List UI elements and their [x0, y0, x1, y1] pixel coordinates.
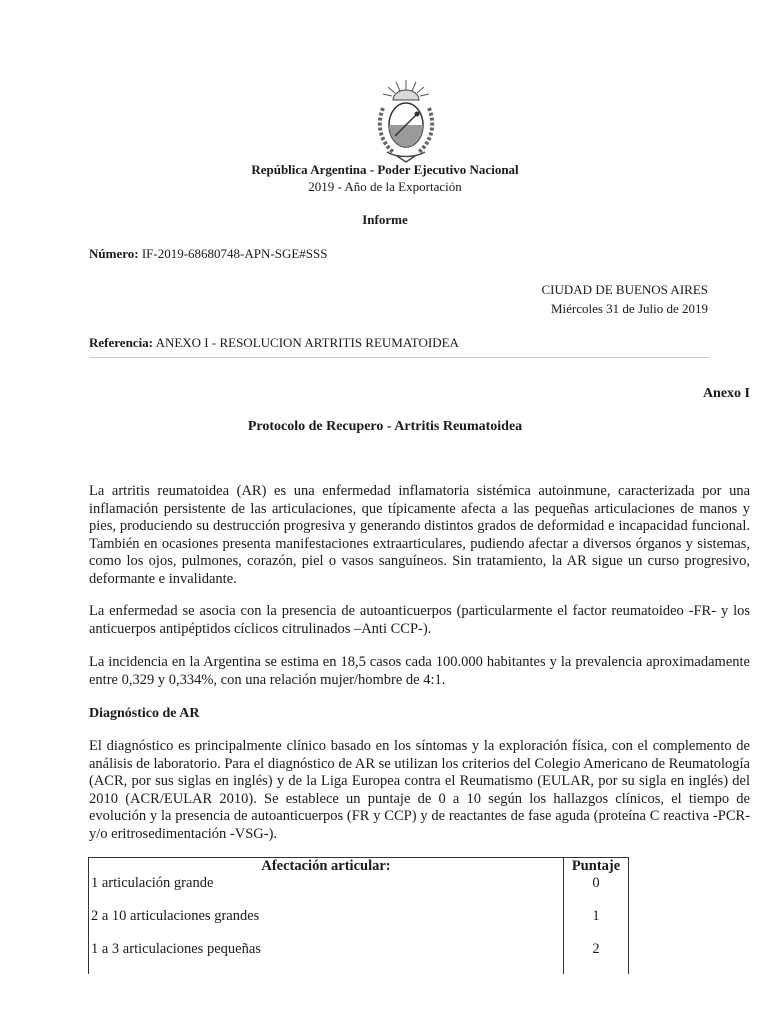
table-header-score: Puntaje — [564, 858, 629, 876]
table-header-row — [89, 858, 629, 876]
paragraph-incidence: La incidencia en la Argentina se estima en 18,5 casos cada 100.000 habitantes y la prevalencia aproximadamente entre 0,329 y 0,334%, con una relación mujer/hombre de 4:1. — [89, 654, 750, 688]
row-label: 1 a 3 articulaciones pequeñas — [89, 941, 564, 958]
header-line1: República Argentina - Poder Ejecutivo Nacional — [251, 162, 519, 177]
row-spacer — [564, 892, 629, 908]
annex-label: Anexo I — [702, 386, 750, 401]
row-spacer — [89, 925, 564, 941]
row-spacer — [564, 925, 629, 941]
header-divider — [89, 357, 709, 358]
row-spacer — [89, 958, 564, 974]
table-row — [89, 875, 629, 892]
coat-of-arms-seal — [373, 78, 439, 164]
table-row — [89, 941, 629, 958]
referencia-label: Referencia: — [89, 335, 154, 350]
scoring-table — [88, 857, 629, 974]
paragraph-diagnosis: El diagnóstico es principalmente clínico basado en los síntomas y la exploración física, con el complemento de análisis de laboratorio. Para el diagnóstico de AR se utilizan los criterios del Colegio Americano de Reumatología (ACR, por sus siglas en inglés) y de la Liga Europea contra el Reumatismo (EULAR, por su sigla en inglés) del 2010 (ACR/EULAR 2010). Se establece un puntaje de 0 a 10 según los hallazgos clínicos, el tiempo de evolución y la presencia de autoanticuerpos (FR y CCP) y de reactantes de fase aguda (proteína C reactiva -PCR- y/o eritrosedimentación -VSG-). — [89, 738, 750, 842]
row-score: 2 — [564, 941, 629, 958]
table-row — [89, 908, 629, 925]
numero-line — [89, 245, 327, 262]
row-score: 0 — [564, 875, 629, 892]
row-label: 2 a 10 articulaciones grandes — [89, 908, 564, 925]
document-title: Protocolo de Recupero - Artritis Reumatoidea — [247, 419, 523, 434]
heading-diagnosis: Diagnóstico de AR — [89, 706, 200, 721]
numero-label: Número: — [89, 246, 139, 261]
paragraph-autoantibodies: La enfermedad se asocia con la presencia de autoanticuerpos (particularmente el factor reumatoideo -FR- y los anticuerpos antipéptidos cíclicos citrulinados –Anti CCP-). — [89, 603, 750, 637]
row-score: 1 — [564, 908, 629, 925]
city: CIUDAD DE BUENOS AIRES — [541, 282, 708, 297]
numero-value: IF-2019-68680748-APN-SGE#SSS — [141, 246, 328, 261]
paragraph-intro: La artritis reumatoidea (AR) es una enfermedad inflamatoria sistémica autoinmune, caracterizada por una inflamación persistente de las articulaciones, que típicamente afecta a las pequeñas articulaciones de manos y pies, produciendo su destrucción progresiva y generando distintos grados de deformidad e incapacidad funcional. También en ocasiones presenta manifestaciones extraarticulares, pudiendo afectar a diversos órganos y sistemas, como los ojos, pulmones, corazón, piel o vasos sanguíneos. Sin tratamiento, la AR sigue un curso progresivo, deformante e invalidante. — [89, 483, 750, 587]
row-spacer — [89, 892, 564, 908]
row-spacer — [564, 958, 629, 974]
referencia-value: ANEXO I - RESOLUCION ARTRITIS REUMATOIDEA — [155, 335, 459, 350]
referencia-line — [89, 334, 459, 351]
document-type: Informe — [362, 212, 408, 227]
table-header-affectation: Afectación articular: — [89, 858, 564, 876]
date: Miércoles 31 de Julio de 2019 — [550, 301, 708, 316]
header-line2: 2019 - Año de la Exportación — [308, 179, 462, 194]
row-label: 1 articulación grande — [89, 875, 564, 892]
